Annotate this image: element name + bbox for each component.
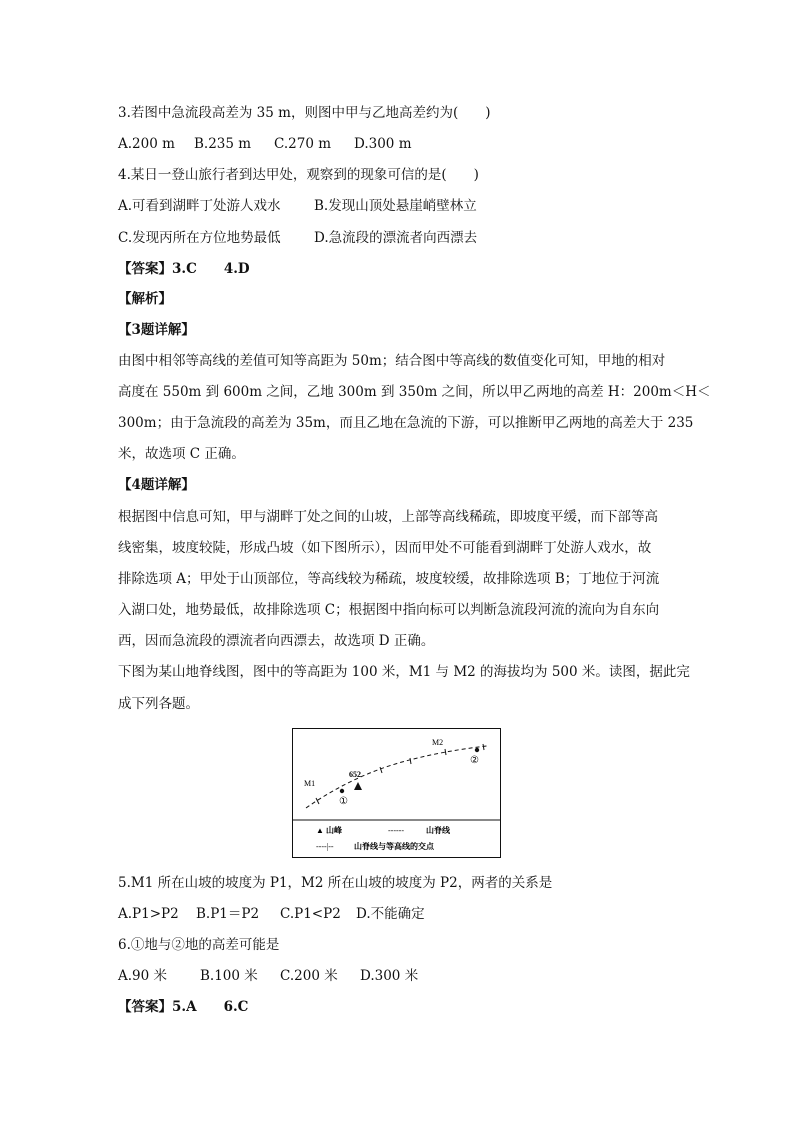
answer-3-4: 【答案】3.C 4.D — [118, 261, 250, 277]
detail-4-line: 西，因而急流段的漂流者向西漂去，故选项 D 正确。 — [118, 633, 435, 649]
q5-option-c: C.P1<P2 — [280, 906, 341, 922]
analysis-label: 【解析】 — [118, 291, 172, 307]
detail-4-line: 入湖口处，地势最低，故排除选项 C；根据图中指向标可以判断急流段河流的流向为自东向 — [118, 602, 660, 618]
detail-3-line: 米，故选项 C 正确。 — [118, 446, 245, 462]
q6-option-b: B.100 米 — [200, 968, 258, 984]
q6-option-c: C.200 米 — [280, 968, 338, 984]
q4-option-b: B.发现山顶处悬崖峭壁林立 — [314, 198, 477, 214]
q6-options — [118, 966, 418, 986]
detail-3-line: 由图中相邻等高线的差值可知等高距为 50m；结合图中等高线的数值变化可知，甲地的相对 — [118, 353, 666, 369]
detail-4-line: 排除选项 A；甲处于山顶部位，等高线较为稀疏，坡度较缓，故排除选项 B；丁地位于河流 — [118, 571, 660, 587]
label-point-1: ① — [339, 796, 348, 807]
q4-option-c: C.发现丙所在方位地势最低 — [118, 230, 281, 246]
q4-option-a: A.可看到湖畔丁处游人戏水 — [118, 198, 281, 214]
q5-option-d: D.不能确定 — [356, 906, 425, 922]
q6-option-a: A.90 米 — [118, 968, 168, 984]
detail-3-line: 300m；由于急流段的高差为 35m，而且乙地在急流的下游，可以推断甲乙两地的高差大于 235 — [118, 415, 694, 431]
q4-option-d: D.急流段的漂流者向西漂去 — [314, 230, 478, 246]
q3-options — [118, 134, 412, 154]
label-point-2: ② — [470, 755, 479, 766]
q6-option-d: D.300 米 — [360, 968, 419, 984]
legend-cross-text: 山脊线与等高线的交点 — [354, 842, 434, 851]
label-peak-elevation: 652 — [349, 770, 361, 779]
answer-5-6: 【答案】5.A 6.C — [118, 999, 249, 1015]
q4-options-row1 — [118, 196, 477, 216]
point-1-dot — [340, 789, 344, 793]
detail-3-line: 高度在 550m 到 600m 之间，乙地 300m 到 350m 之间，所以甲乙两地的高差 H：200m＜H＜ — [118, 384, 711, 400]
q3-option-c: C.270 m — [274, 136, 331, 152]
detail-3-label: 【3题详解】 — [118, 322, 195, 338]
legend-cross-icon: ----|-- — [316, 842, 334, 851]
legend-ridge-icon: ------ — [388, 826, 404, 835]
q4-options-row2 — [118, 228, 477, 248]
q5-options — [118, 904, 425, 924]
detail-4-line: 根据图中信息可知，甲与湖畔丁处之间的山坡，上部等高线稀疏，即坡度平缓，而下部等高 — [118, 509, 658, 525]
legend-ridge-text: 山脊线 — [426, 826, 450, 835]
q4-stem: 4.某日一登山旅行者到达甲处，观察到的现象可信的是( ) — [118, 167, 479, 183]
point-2-dot — [475, 748, 479, 752]
label-m2: M2 — [432, 738, 444, 747]
q5-option-b: B.P1＝P2 — [196, 906, 260, 922]
q3-option-d: D.300 m — [354, 136, 412, 152]
detail-4-line: 线密集，坡度较陡，形成凸坡（如下图所示），因而甲处不可能看到湖畔丁处游人戏水，故 — [118, 540, 652, 556]
label-m1: M1 — [304, 779, 316, 788]
q5-stem: 5.M1 所在山坡的坡度为 P1，M2 所在山坡的坡度为 P2，两者的关系是 — [118, 875, 553, 891]
intro-line: 下图为某山地脊线图，图中的等高距为 100 米，M1 与 M2 的海拔均为 500 米。读图，据此完 — [118, 664, 690, 680]
intro-line: 成下列各题。 — [118, 696, 199, 712]
q5-option-a: A.P1>P2 — [118, 906, 179, 922]
q3-option-a: A.200 m — [118, 136, 175, 152]
detail-4-label: 【4题详解】 — [118, 477, 195, 493]
ridge-figure — [292, 728, 501, 858]
q3-stem: 3.若图中急流段高差为 35 m，则图中甲与乙地高差约为( ) — [118, 105, 491, 121]
legend-peak-icon: ▲ — [316, 826, 324, 835]
q3-option-b: B.235 m — [194, 136, 252, 152]
legend-peak-text: 山峰 — [326, 826, 342, 835]
q6-stem: 6.①地与②地的高差可能是 — [118, 937, 280, 953]
